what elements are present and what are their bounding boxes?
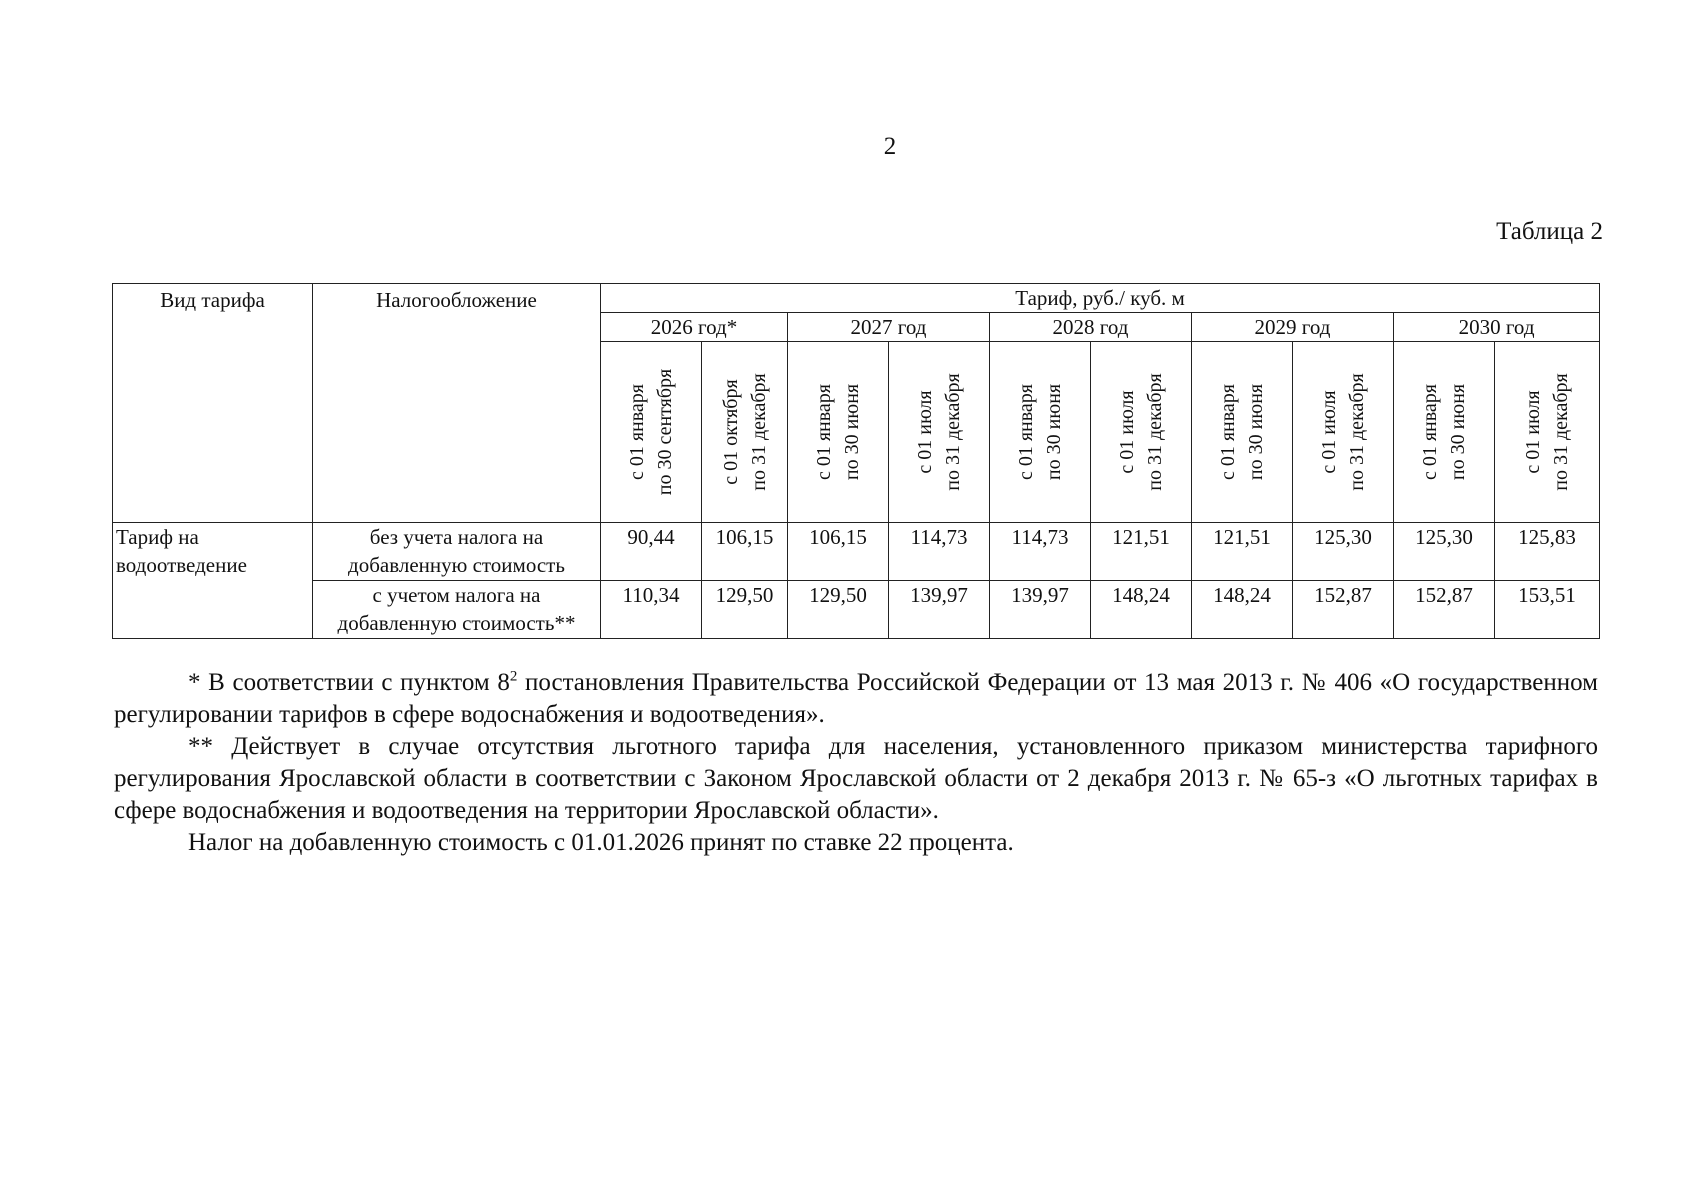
period-end: по 30 июня: [1043, 383, 1065, 481]
tariff-value: 125,83: [1495, 523, 1600, 581]
tariff-value: 139,97: [990, 581, 1091, 639]
footnote-2: ** Действует в случае отсутствия льготного тарифа для населения, установленного приказом министерства тарифного регулирования Ярославской области в соответствии с Законом Ярославской области от 2 декабря 2013 г. № 65-з «О льготных тарифах в сфере водоснабжения и водоотведения на территории Ярославской области».: [114, 733, 1598, 824]
tariff-value: 114,73: [990, 523, 1091, 581]
tariff-value: 129,50: [702, 581, 788, 639]
tariff-value: 121,51: [1192, 523, 1293, 581]
period-header: [1394, 342, 1495, 523]
taxation-line: добавленную стоимость**: [337, 611, 576, 635]
header-year-2027: 2027 год: [788, 313, 990, 342]
period-header: [990, 342, 1091, 523]
period-start: с 01 июля: [1116, 390, 1138, 474]
period-header: [1293, 342, 1394, 523]
table-row: [113, 581, 1600, 639]
tariff-value: 125,30: [1293, 523, 1394, 581]
period-header: [601, 342, 702, 523]
footnote-1-superscript: 2: [509, 668, 518, 685]
period-start: с 01 января: [1217, 383, 1239, 481]
header-taxation: Налогообложение: [313, 284, 601, 523]
taxation-line: с учетом налога на: [372, 583, 541, 607]
period-header: [702, 342, 788, 523]
tariff-value: 152,87: [1293, 581, 1394, 639]
period-end: по 31 декабря: [1346, 373, 1368, 491]
footnote-1-start: * В соответствии с пунктом 8: [188, 669, 510, 696]
tariff-value: 148,24: [1091, 581, 1192, 639]
table-row: [113, 523, 1600, 581]
tariff-value: 152,87: [1394, 581, 1495, 639]
tariff-type-line: Тариф на: [116, 525, 199, 549]
vat-note: Налог на добавленную стоимость с 01.01.2026 принят по ставке 22 процента.: [188, 829, 1014, 856]
period-header: [1192, 342, 1293, 523]
period-end: по 30 июня: [1447, 383, 1469, 481]
tariff-value: 106,15: [788, 523, 889, 581]
period-start: с 01 июля: [914, 390, 936, 474]
table-label: Таблица 2: [1496, 218, 1603, 245]
period-header: [788, 342, 889, 523]
tariff-value: 106,15: [702, 523, 788, 581]
footnote-1-end: постановления Правительства Российской Федерации от 13 мая 2013 г. № 406 «О государственном регулировании тарифов в сфере водоснабжения и водоотведения».: [114, 669, 1599, 728]
tariff-value: 114,73: [889, 523, 990, 581]
period-end: по 31 декабря: [1550, 373, 1573, 491]
period-start: с 01 января: [813, 383, 835, 481]
period-header: [1091, 342, 1192, 523]
tariff-value: 129,50: [788, 581, 889, 639]
period-start: с 01 июля: [1318, 390, 1340, 474]
tariff-table: [112, 283, 1600, 639]
taxation-line: без учета налога на: [369, 525, 544, 549]
period-start: с 01 января: [626, 383, 648, 481]
tariff-type-line: водоотведение: [116, 553, 247, 577]
tariff-value: 90,44: [601, 523, 702, 581]
period-end: по 31 декабря: [942, 373, 964, 491]
period-start: с 01 октября: [719, 379, 742, 485]
taxation-line: добавленную стоимость: [348, 553, 565, 577]
period-start: с 01 января: [1419, 383, 1441, 481]
header-year-2029: 2029 год: [1192, 313, 1394, 342]
header-tariff-units: Тариф, руб./ куб. м: [601, 284, 1600, 313]
header-year-2026: 2026 год*: [601, 313, 788, 342]
period-header: [889, 342, 990, 523]
tariff-value: 110,34: [601, 581, 702, 639]
page-number: 2: [883, 133, 897, 160]
header-tariff-type: Вид тарифа: [113, 284, 313, 523]
period-end: по 30 июня: [841, 383, 863, 481]
footnote-1: [114, 667, 1598, 731]
period-end: по 31 декабря: [747, 373, 770, 491]
header-year-2028: 2028 год: [990, 313, 1192, 342]
tariff-value: 125,30: [1394, 523, 1495, 581]
tariff-type-cell: [113, 523, 313, 639]
period-end: по 30 июня: [1245, 383, 1267, 481]
tariff-value: 139,97: [889, 581, 990, 639]
period-end: по 31 декабря: [1144, 373, 1166, 491]
header-year-2030: 2030 год: [1394, 313, 1600, 342]
taxation-cell: [313, 581, 601, 639]
period-start: с 01 января: [1015, 383, 1037, 481]
period-end: по 30 сентября: [654, 368, 676, 496]
period-start: с 01 июля: [1522, 390, 1545, 474]
footnotes: [114, 667, 1598, 859]
tariff-value: 121,51: [1091, 523, 1192, 581]
tariff-value: 148,24: [1192, 581, 1293, 639]
period-header: [1495, 342, 1600, 523]
taxation-cell: [313, 523, 601, 581]
tariff-value: 153,51: [1495, 581, 1600, 639]
